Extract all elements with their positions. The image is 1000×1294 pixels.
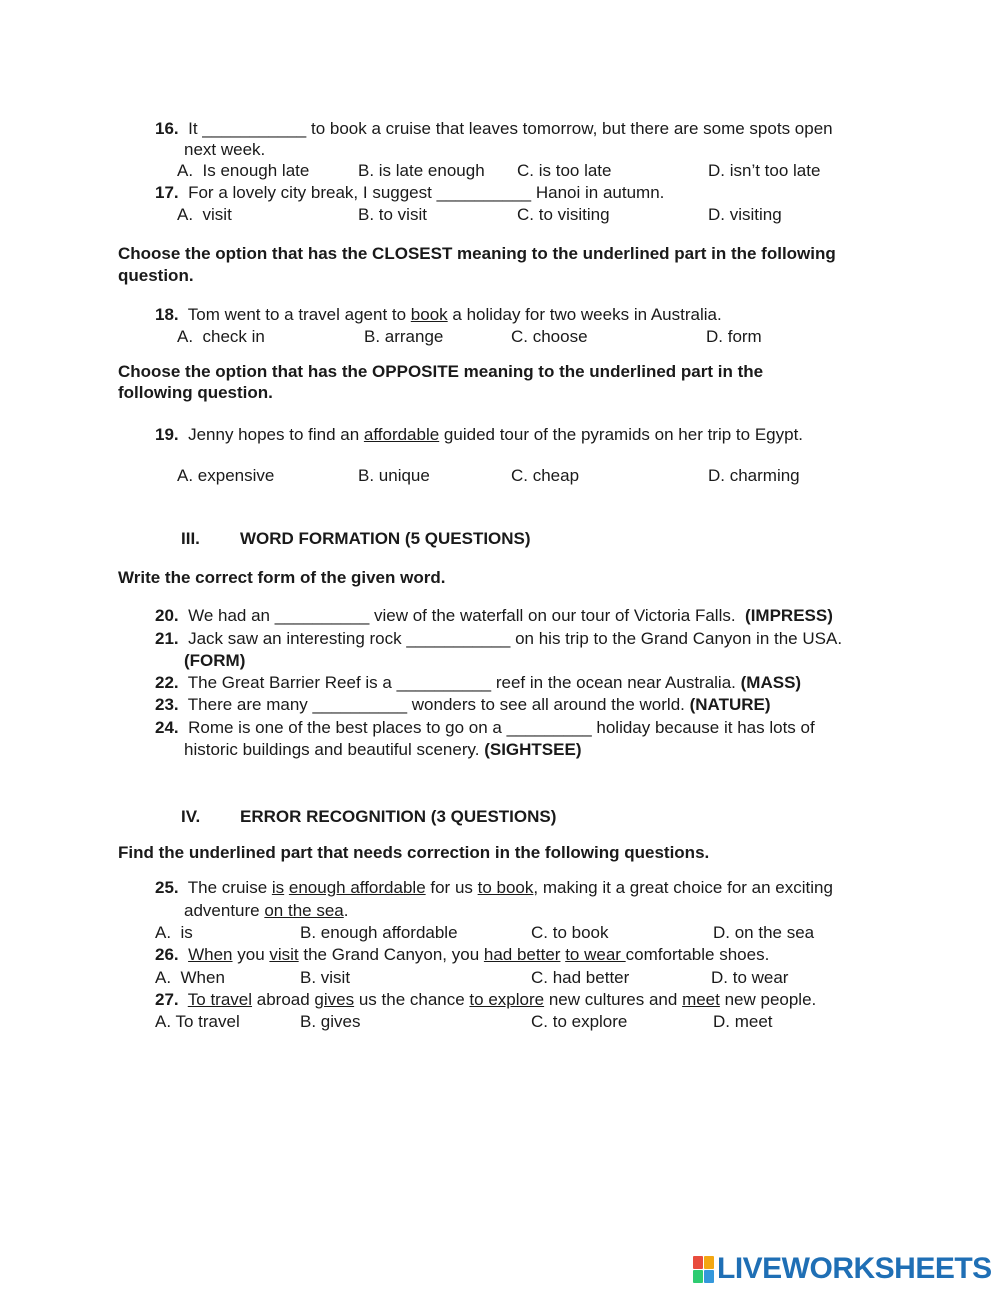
option-text: is	[180, 923, 193, 942]
question-19	[155, 425, 803, 445]
question-text: new people.	[719, 990, 817, 1009]
underlined-part: to wear	[565, 945, 626, 964]
question-text: It ___________ to book a cruise that leaves tomorrow, but there are some spots open	[188, 119, 833, 138]
question-text: , making it a great choice for an exciting	[533, 878, 833, 897]
logo-tile	[704, 1256, 714, 1269]
option-d[interactable]: D. meet	[713, 1012, 773, 1031]
option-letter: A.	[155, 923, 172, 942]
option-d[interactable]: D. on the sea	[713, 923, 815, 942]
option-c[interactable]: C. is too late	[517, 161, 612, 180]
logo-tile	[693, 1256, 703, 1269]
question-text: comfortable shoes.	[625, 945, 770, 964]
question-text: There are many __________ wonders to see all around the world.	[187, 695, 685, 714]
option-b[interactable]: B. arrange	[364, 327, 444, 346]
option-c[interactable]: C. to visiting	[517, 205, 610, 224]
question-text: The cruise	[187, 878, 272, 897]
underlined-word: book	[410, 305, 448, 324]
question-21	[155, 629, 842, 649]
question-text: .	[343, 901, 349, 920]
given-word: (IMPRESS)	[745, 606, 833, 625]
underlined-part: To travel	[187, 990, 253, 1009]
question-text: you	[232, 945, 270, 964]
option-text: visit	[202, 205, 232, 224]
question-25	[155, 878, 833, 898]
logo-tile	[704, 1270, 714, 1283]
question-number: 16.	[155, 119, 179, 138]
option-a[interactable]	[155, 923, 193, 943]
question-number: 20.	[155, 606, 179, 625]
option-b[interactable]: B. gives	[300, 1012, 361, 1031]
question-text: us the chance	[354, 990, 470, 1009]
question-text: a holiday for two weeks in Australia.	[447, 305, 722, 324]
option-b[interactable]: B. to visit	[358, 205, 427, 224]
question-text: The Great Barrier Reef is a __________ reef in the ocean near Australia.	[187, 673, 736, 692]
underlined-part: enough affordable	[288, 878, 426, 897]
question-26	[155, 945, 769, 965]
option-c[interactable]: C. to book	[531, 923, 609, 942]
question-number: 17.	[155, 183, 179, 202]
option-b[interactable]: B. unique	[358, 466, 430, 485]
question-text: for us	[425, 878, 478, 897]
instruction-opposite: Choose the option that has the OPPOSITE meaning to the underlined part in the	[118, 362, 764, 381]
question-number: 27.	[155, 990, 179, 1009]
question-number: 25.	[155, 878, 179, 897]
underlined-part: When	[188, 945, 233, 964]
logo-grid-icon	[693, 1256, 714, 1283]
section-4-number: IV.	[181, 807, 201, 826]
underlined-part: to explore	[469, 990, 545, 1009]
given-word: (NATURE)	[689, 695, 771, 714]
question-text: historic buildings and beautiful scenery.	[184, 740, 480, 759]
question-number: 24.	[155, 718, 179, 737]
question-17	[155, 183, 664, 203]
instruction-opposite-line2: following question.	[118, 383, 273, 402]
liveworksheets-logo[interactable]	[693, 1254, 992, 1284]
option-b[interactable]: B. is late enough	[358, 161, 485, 180]
question-number: 26.	[155, 945, 179, 964]
option-b[interactable]: B. enough affordable	[300, 923, 458, 942]
question-text: For a lovely city break, I suggest __________ Hanoi in autumn.	[188, 183, 665, 202]
option-text: Is enough late	[202, 161, 310, 180]
option-d[interactable]: D. charming	[708, 466, 800, 485]
underlined-part: to book	[477, 878, 534, 897]
option-c[interactable]: C. choose	[511, 327, 588, 346]
question-number: 21.	[155, 629, 179, 648]
question-24-line2	[184, 740, 582, 760]
option-c[interactable]: C. had better	[531, 968, 630, 987]
option-letter: A.	[177, 161, 194, 180]
given-word: (MASS)	[740, 673, 802, 692]
question-text: guided tour of the pyramids on her trip to Egypt.	[439, 425, 804, 444]
option-letter: A.	[155, 968, 172, 987]
question-text: new cultures and	[544, 990, 683, 1009]
section-4-instruction: Find the underlined part that needs correction in the following questions.	[118, 843, 710, 862]
option-d[interactable]: D. form	[706, 327, 762, 346]
underlined-part: gives	[314, 990, 355, 1009]
question-number: 23.	[155, 695, 179, 714]
question-text: the Grand Canyon, you	[298, 945, 484, 964]
option-a[interactable]: A. To travel	[155, 1012, 240, 1031]
option-d[interactable]: D. isn’t too late	[708, 161, 821, 180]
question-text: Tom went to a travel agent to	[187, 305, 411, 324]
section-4-title: ERROR RECOGNITION (3 QUESTIONS)	[240, 807, 557, 826]
option-c[interactable]: C. cheap	[511, 466, 580, 485]
instruction-closest-line2: question.	[118, 266, 194, 285]
option-c[interactable]: C. to explore	[531, 1012, 628, 1031]
question-20	[155, 606, 833, 626]
option-a[interactable]	[177, 161, 309, 181]
option-a[interactable]	[177, 327, 265, 347]
underlined-part: visit	[269, 945, 299, 964]
question-number: 18.	[155, 305, 179, 324]
underlined-part: meet	[682, 990, 720, 1009]
option-d[interactable]: D. to wear	[711, 968, 789, 987]
question-18	[155, 305, 722, 325]
option-a[interactable]	[177, 205, 232, 225]
underlined-part: had better	[483, 945, 561, 964]
option-a[interactable]: A. expensive	[177, 466, 275, 485]
question-27	[155, 990, 816, 1010]
question-23	[155, 695, 771, 715]
question-text: Jenny hopes to find an	[188, 425, 364, 444]
option-text: check in	[202, 327, 265, 346]
option-d[interactable]: D. visiting	[708, 205, 782, 224]
question-22	[155, 673, 801, 693]
option-b[interactable]: B. visit	[300, 968, 351, 987]
given-word: (SIGHTSEE)	[484, 740, 582, 759]
question-16-line2: next week.	[184, 140, 266, 159]
question-24	[155, 718, 815, 738]
question-number: 19.	[155, 425, 179, 444]
question-text: Jack saw an interesting rock ___________ on his trip to the Grand Canyon in the USA.	[188, 629, 843, 648]
question-text: We had an __________ view of the waterfall on our tour of Victoria Falls.	[188, 606, 736, 625]
question-25-line2	[184, 901, 348, 921]
question-text: Rome is one of the best places to go on a _________ holiday because it has lots of	[188, 718, 815, 737]
given-word: (FORM)	[184, 651, 246, 670]
question-text: adventure	[184, 901, 265, 920]
section-3-number: III.	[181, 529, 200, 548]
option-a[interactable]	[155, 968, 225, 988]
underlined-part: on the sea	[264, 901, 344, 920]
option-text: When	[180, 968, 225, 987]
question-number: 22.	[155, 673, 179, 692]
logo-tile	[693, 1270, 703, 1283]
section-3-title: WORD FORMATION (5 QUESTIONS)	[240, 529, 531, 548]
section-3-instruction: Write the correct form of the given word.	[118, 568, 446, 587]
underlined-part: is	[271, 878, 285, 897]
option-letter: A.	[177, 205, 194, 224]
logo-text: LIVEWORKSHEETS	[717, 1252, 992, 1285]
question-text: abroad	[252, 990, 315, 1009]
option-letter: A.	[177, 327, 194, 346]
instruction-closest: Choose the option that has the CLOSEST meaning to the underlined part in the following	[118, 244, 836, 263]
question-16	[155, 119, 833, 139]
underlined-word: affordable	[363, 425, 440, 444]
